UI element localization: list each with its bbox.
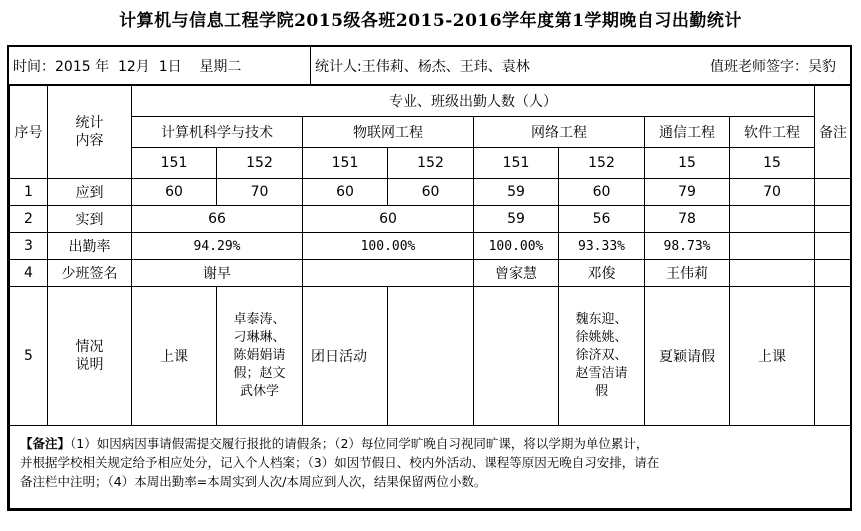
class-header: 151 — [303, 148, 388, 179]
table-cell — [730, 233, 815, 260]
row-label: 少班签名 — [48, 260, 132, 287]
row-number: 1 — [10, 179, 48, 206]
class-header: 152 — [559, 148, 645, 179]
note-line — [20, 434, 845, 453]
note-line2: 并根据学校相关规定给予相应处分，记入个人档案；（3）如因节假日、校内外活动、课程等原因无晚自习安排，请在 — [20, 455, 660, 470]
major-cs: 计算机科学与技术 — [132, 117, 303, 148]
attendance-table — [9, 85, 852, 509]
header-seq: 序号 — [10, 86, 48, 179]
row-number: 4 — [10, 260, 48, 287]
table-cell: 94.29% — [132, 233, 303, 260]
situation-line: 魏东迎、 — [575, 312, 628, 327]
table-cell: 98.73% — [645, 233, 730, 260]
date-field: 时间：2015 年 12月 1日 星期二 — [9, 47, 311, 84]
row-number: 2 — [10, 206, 48, 233]
note-block — [10, 426, 851, 508]
situation-line: 徐济双、 — [575, 348, 628, 363]
header-group: 专业、班级出勤人数（人） — [132, 86, 815, 117]
table-cell: 93.33% — [559, 233, 645, 260]
page-title: 计算机与信息工程学院2015级各班2015-2016学年度第1学期晚自习出勤统计 — [119, 11, 742, 31]
table-row — [10, 233, 852, 260]
situation-cell — [388, 287, 474, 426]
table-cell: 78 — [645, 206, 730, 233]
row-number: 3 — [10, 233, 48, 260]
major-iot: 物联网工程 — [303, 117, 474, 148]
table-row — [10, 287, 852, 426]
note-row — [10, 426, 852, 509]
class-header: 151 — [474, 148, 559, 179]
table-cell: 56 — [559, 206, 645, 233]
class-header: 152 — [388, 148, 474, 179]
row-label — [48, 287, 132, 426]
teacher-signature-field: 值班老师签字：吴豹 — [710, 58, 836, 75]
situation-line: 赵雪洁请 — [575, 366, 628, 381]
table-row — [10, 179, 852, 206]
situation-line: 假 — [594, 384, 608, 399]
row-label-line1: 情况 — [75, 339, 104, 355]
table-cell: 100.00% — [474, 233, 559, 260]
table-cell: 66 — [132, 206, 303, 233]
table-cell — [730, 206, 815, 233]
situation-cell: 上课 — [730, 287, 815, 426]
signature-cell: 邓俊 — [559, 260, 645, 287]
note-line1: （1）如因病因事请假需提交履行报批的请假条；（2）每位同学旷晚自习视同旷课，将以学期为单位累计， — [70, 436, 649, 451]
major-communication: 通信工程 — [645, 117, 730, 148]
table-cell: 60 — [303, 179, 388, 206]
table-cell: 60 — [559, 179, 645, 206]
header-stat-line1: 统计 — [75, 115, 104, 131]
situation-line: 假；赵文 — [233, 366, 286, 381]
row-label: 出勤率 — [48, 233, 132, 260]
class-header: 15 — [730, 148, 815, 179]
remark-cell — [815, 260, 852, 287]
situation-line: 刁琳琳、 — [233, 330, 286, 345]
situation-cell — [217, 287, 303, 426]
situation-cell: 上课 — [132, 287, 217, 426]
statistician-field: 统计人:王伟莉、杨杰、王玮、袁林 — [315, 58, 530, 75]
situation-cell — [474, 287, 559, 426]
class-header: 151 — [132, 148, 217, 179]
note-line3: 备注栏中注明；（4）本周出勤率=本周实到人次/本周应到人次，结果保留两位小数。 — [20, 474, 487, 489]
situation-cell — [559, 287, 645, 426]
header-remark: 备注 — [815, 86, 852, 179]
attendance-sheet — [7, 45, 852, 511]
row-label: 应到 — [48, 179, 132, 206]
note-cell — [10, 426, 852, 509]
table-row — [10, 206, 852, 233]
situation-line: 徐姚姚、 — [575, 330, 628, 345]
remark-cell — [815, 206, 852, 233]
remark-cell — [815, 179, 852, 206]
situation-cell: 团日活动 — [303, 287, 388, 426]
row-label: 实到 — [48, 206, 132, 233]
signature-cell: 曾家慧 — [474, 260, 559, 287]
signature-cell: 谢早 — [132, 260, 303, 287]
signature-cell — [730, 260, 815, 287]
table-cell: 60 — [388, 179, 474, 206]
signature-cell — [303, 260, 474, 287]
info-row — [9, 47, 850, 85]
situation-line: 陈娟娟请 — [233, 348, 286, 363]
situation-line: 卓泰涛、 — [233, 312, 286, 327]
class-header: 152 — [217, 148, 303, 179]
note-head: 【备注】 — [20, 436, 71, 451]
row-label-line2: 说明 — [75, 357, 104, 373]
situation-line: 武休学 — [239, 384, 279, 399]
table-row — [10, 260, 852, 287]
header-stat-line2: 内容 — [75, 133, 104, 149]
class-header: 15 — [645, 148, 730, 179]
situation-cell: 夏颖请假 — [645, 287, 730, 426]
table-cell: 59 — [474, 206, 559, 233]
major-network: 网络工程 — [474, 117, 645, 148]
table-cell: 79 — [645, 179, 730, 206]
signature-cell: 王伟莉 — [645, 260, 730, 287]
major-software: 软件工程 — [730, 117, 815, 148]
table-cell: 70 — [730, 179, 815, 206]
table-cell: 100.00% — [303, 233, 474, 260]
remark-cell — [815, 287, 852, 426]
table-cell: 70 — [217, 179, 303, 206]
table-cell: 60 — [303, 206, 474, 233]
table-cell: 60 — [132, 179, 217, 206]
remark-cell — [815, 233, 852, 260]
row-number: 5 — [10, 287, 48, 426]
header-stat-content — [48, 86, 132, 179]
table-cell: 59 — [474, 179, 559, 206]
